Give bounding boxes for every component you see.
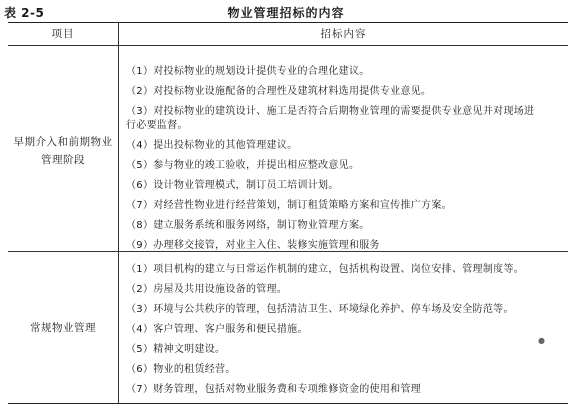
column-divider [118, 23, 119, 403]
row-items-early [126, 65, 562, 253]
list-item: （5）精神文明建设。 [126, 344, 226, 355]
table-title: 物业管理招标的内容 [227, 6, 345, 20]
list-item: （7）财务管理，包括对物业服务费和专项维修资金的使用和管理 [126, 384, 422, 395]
list-item: （4）提出投标物业的其他管理建议。 [126, 140, 298, 151]
list-item: （3）对投标物业的建筑设计、施工是否符合后期物业管理的需要提供专业意见并对现场进 [126, 106, 535, 117]
list-item: （2）对投标物业设施配备的合理性及建筑材料选用提供专业意见。 [126, 86, 432, 97]
list-item-continuation: 行必要监督。 [126, 120, 188, 131]
list-item: （6）物业的租赁经营。 [126, 364, 236, 375]
row-label-line: 早期介入和前期物业 [13, 136, 113, 148]
list-item: （8）建立服务系统和服务网络，制订物业管理方案。 [126, 220, 370, 231]
list-item: （1）项目机构的建立与日常运作机制的建立，包括机构设置、岗位安排、管理制度等。 [126, 264, 525, 275]
scan-speck: ● [538, 336, 545, 345]
content-table [8, 22, 568, 404]
list-item: （7）对经营性物业进行经营策划，制订租赁策略方案和宣传推广方案。 [126, 200, 452, 211]
list-item: （4）客户管理、客户服务和便民措施。 [126, 324, 308, 335]
row-items-routine [126, 263, 562, 397]
list-item: （9）办理移交接管，对业主入住、装修实施管理和服务 [126, 240, 380, 251]
row-label-routine [8, 319, 118, 337]
table-number: 表 2-5 [4, 6, 45, 20]
table-caption [0, 0, 572, 22]
row-label-early [8, 133, 118, 169]
list-item: （5）参与物业的竣工验收，并提出相应整改意见。 [126, 160, 360, 171]
row-label-line: 管理阶段 [41, 154, 85, 166]
header-divider [8, 45, 568, 46]
list-item: （1）对投标物业的规划设计提供专业的合理化建议。 [126, 66, 370, 77]
list-item: （2）房屋及共用设施设备的管理。 [126, 284, 288, 295]
list-item: （3）环境与公共秩序的管理，包括清洁卫生、环境绿化养护、停车场及安全防范等。 [126, 304, 514, 315]
header-project: 项目 [51, 28, 75, 40]
list-item: （6）设计物业管理模式，制订员工培训计划。 [126, 180, 339, 191]
row-label-line: 常规物业管理 [30, 322, 96, 334]
header-content: 招标内容 [320, 28, 367, 40]
